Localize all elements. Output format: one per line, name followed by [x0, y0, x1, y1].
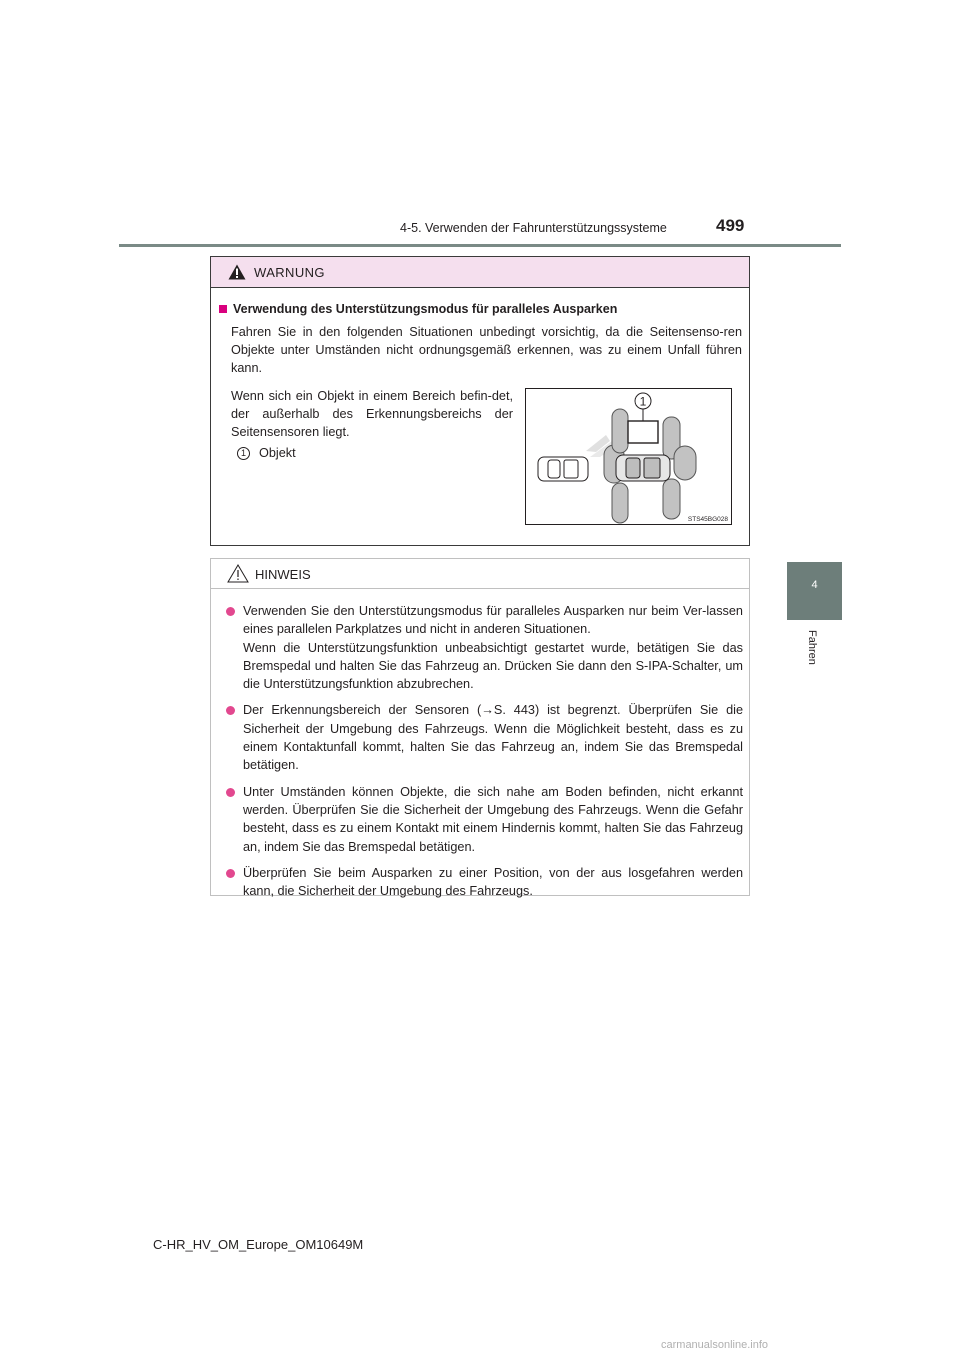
round-bullet-icon	[226, 706, 235, 715]
own-car	[616, 455, 670, 481]
figure-legend	[237, 446, 296, 460]
warning-box	[210, 256, 750, 546]
chapter-tab[interactable]	[787, 562, 842, 620]
document-id: C-HR_HV_OM_Europe_OM10649M	[153, 1237, 364, 1252]
warning-condition: Wenn sich ein Objekt in einem Bereich befin-det, der außerhalb des Erkennungsbereichs der Seitensensoren liegt.	[231, 389, 513, 439]
object-marker	[628, 421, 658, 443]
notice-item-text: Überprüfen Sie beim Ausparken zu einer Position, von der aus losgefahren werden kann, die Sicherheit der Umgebung des Fahrzeugs.	[243, 865, 743, 899]
warning-subtitle	[219, 302, 617, 316]
notice-title: HINWEIS	[255, 567, 311, 582]
warning-header	[211, 257, 749, 288]
notice-item	[225, 602, 743, 693]
watermark: carmanualsonline.info	[661, 1339, 769, 1351]
page-number: 499	[716, 216, 745, 235]
sensor-zone-lower-right	[663, 479, 680, 519]
parked-car	[538, 457, 588, 481]
notice-item-text: Wenn die Unterstützungsfunktion unbeabsichtigt gestartet wurde, betätigen Sie das Bremspedal und halten Sie das Fahrzeug an. Drücken Sie dann den S-IPA-Schalter, um die Unterstützungsfunktion abzubrechen.	[243, 640, 743, 692]
notice-item	[225, 864, 743, 901]
notice-item	[225, 701, 743, 774]
sensor-zone-lower-left	[612, 483, 628, 523]
legend-number: 1	[237, 447, 250, 460]
notice-item-text: Der Erkennungsbereich der Sensoren (→S. 443) ist begrenzt. Überprüfen Sie die Sicherheit der Umgebung des Fahrzeugs. Wenn die Möglichkeit besteht, dass es zu einem Kontaktunfall kommt, halten Sie das Fahrzeug an, indem Sie das Bremspedal betätigen.	[243, 703, 743, 773]
chapter-label: Fahren	[806, 630, 818, 665]
round-bullet-icon	[226, 788, 235, 797]
round-bullet-icon	[226, 607, 235, 616]
notice-item	[225, 783, 743, 856]
notice-triangle-icon	[227, 564, 249, 588]
parking-diagram	[526, 389, 731, 524]
warning-paragraph: Fahren Sie in den folgenden Situationen unbedingt vorsichtig, da die Seitensenso-ren Objekte unter Umständen nicht ordnungsgemäß erkennen, was zu einem Unfall führen kann.	[231, 325, 742, 375]
notice-box	[210, 558, 750, 899]
warning-subtitle-text: Verwendung des Unterstützungsmodus für paralleles Ausparken	[233, 302, 618, 316]
chapter-number: 4	[811, 579, 818, 591]
notice-item-text: Unter Umständen können Objekte, die sich nahe am Boden befinden, nicht erkannt werden. Überprüfen Sie die Sicherheit der Umgebung des Fahrzeugs. Wenn die Gefahr besteht, dass es zu einem Kontakt mit einem Hindernis kommt, halten Sie das Fahrzeug an, indem Sie das Bremspedal betätigen.	[243, 784, 743, 854]
warning-title: WARNUNG	[254, 265, 325, 280]
round-bullet-icon	[226, 869, 235, 878]
square-bullet-icon	[219, 305, 227, 313]
sensor-range-illustration	[525, 388, 732, 525]
notice-list	[225, 602, 743, 908]
section-title: 4-5. Verwenden der Fahrunterstützungssysteme	[400, 221, 667, 235]
header-divider	[119, 244, 841, 247]
notice-header	[211, 559, 749, 589]
sensor-zone-rear-right	[674, 446, 696, 480]
sensor-zone-upper-left	[612, 409, 628, 453]
warning-triangle-icon	[228, 264, 246, 285]
notice-item-text: Verwenden Sie den Unterstützungsmodus für paralleles Ausparken nur beim Ver-lassen eines parallelen Parkplatzes und nicht in anderen Situationen.	[243, 604, 743, 637]
svg-text:1: 1	[639, 394, 647, 409]
legend-label: Objekt	[259, 446, 296, 460]
figure-code: STS45BG028	[687, 516, 728, 523]
